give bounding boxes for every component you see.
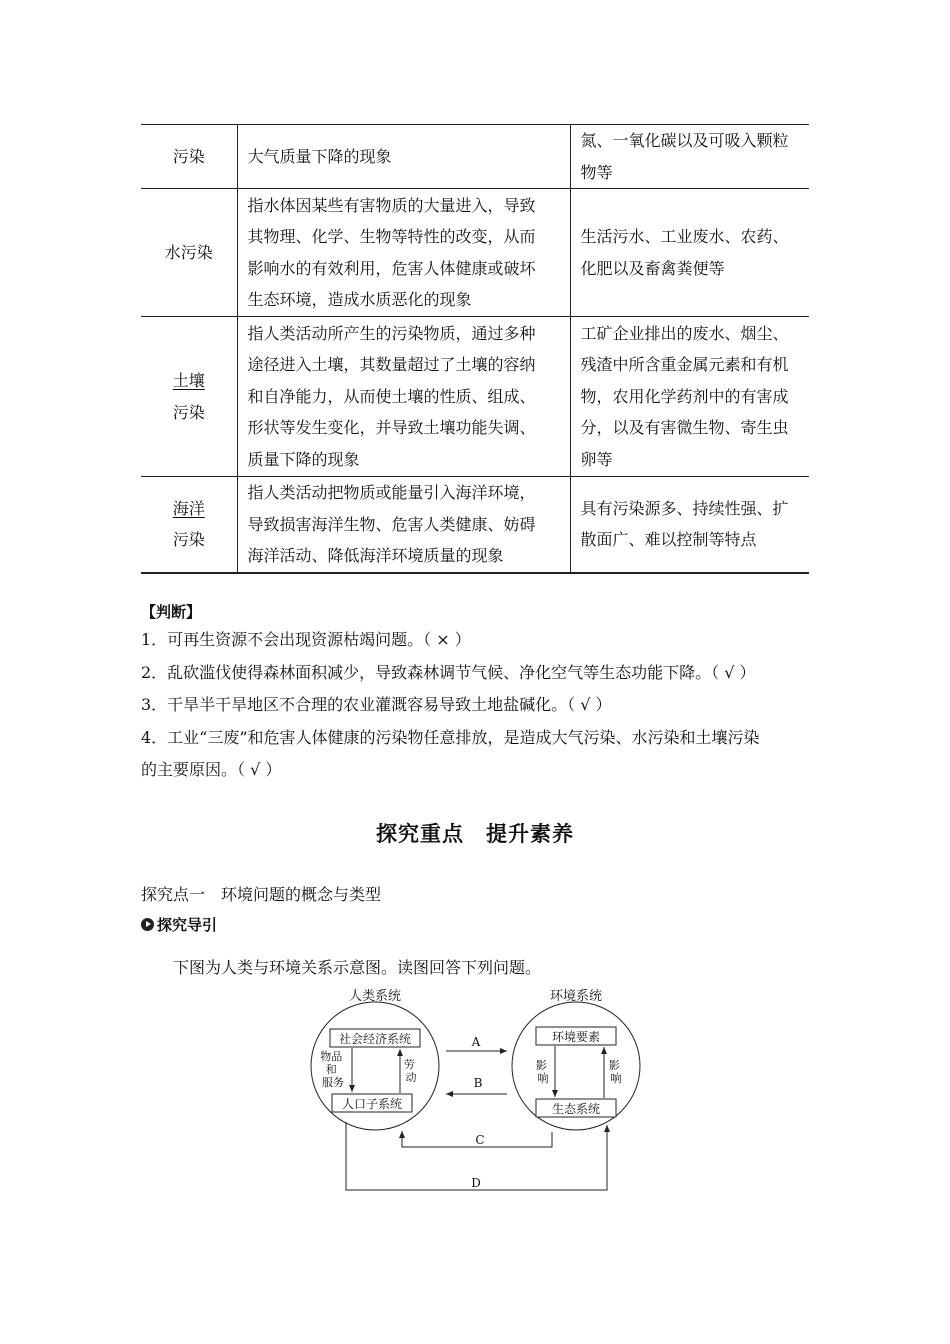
pollution-type-cell	[141, 125, 237, 189]
definition-cell-line: 导致损害海洋生物、危害人类健康、妨碍	[247, 514, 536, 534]
pollution-type-cell	[141, 317, 237, 477]
sources-cell-line: 具有污染源多、持续性强、扩	[580, 498, 789, 518]
goods-label: 物品 和 服务	[320, 1050, 344, 1089]
pollution-type-cell	[141, 189, 237, 317]
definition-cell-line: 大气质量下降的现象	[247, 146, 392, 166]
env-system-label: 环境系统	[549, 989, 603, 1004]
human-environment-diagram	[300, 982, 660, 1196]
definition-cell-line: 和自净能力，从而使土壤的性质、组成、	[247, 386, 536, 406]
sources-cell	[570, 189, 809, 317]
definition-cell-line: 生态环境，造成水质恶化的现象	[247, 290, 472, 309]
definition-cell-line: 途径进入土壤，其数量超过了土壤的容纳	[247, 355, 536, 375]
section-title: 探究重点 提升素养	[376, 822, 574, 846]
definition-cell-line: 指人类活动把物质或能量引入海洋环境，	[247, 483, 536, 502]
sources-cell-line: 物等	[580, 162, 613, 182]
point-title: 探究点一 环境问题的概念与类型	[141, 885, 382, 904]
definition-cell-line: 其物理、化学、生物等特性的改变，从而	[247, 227, 536, 246]
socio-econ-label: 社会经济系统	[338, 1032, 412, 1046]
definition-cell-line: 质量下降的现象	[247, 449, 360, 469]
judge-item: 2．乱砍滥伐使得森林面积减少，导致森林调节气候、净化空气等生态功能下降。（ √ ）	[141, 662, 756, 682]
definition-cell	[237, 125, 570, 189]
definition-cell	[237, 317, 570, 477]
pollution-type-cell-line: 海洋	[172, 498, 205, 518]
judge-item: 3．干旱半干旱地区不合理的农业灌溉容易导致土地盐碱化。（ √ ）	[141, 695, 612, 714]
definition-cell-line: 影响水的有效利用，危害人体健康或破坏	[247, 258, 536, 278]
table-row	[141, 317, 809, 477]
sources-cell-line: 残渣中所含重金属元素和有机	[580, 355, 789, 375]
table-row	[141, 477, 809, 573]
influence-right-label: 影 响	[608, 1059, 622, 1085]
human-system-label: 人类系统	[348, 989, 402, 1004]
definition-cell-line: 指人类活动所产生的污染物质，通过多种	[247, 323, 536, 343]
play-circle-icon	[141, 918, 154, 931]
table-row	[141, 189, 809, 317]
sources-cell	[570, 317, 809, 477]
judge-heading: 【判断】	[141, 603, 202, 621]
influence-left-label: 影 响	[535, 1059, 549, 1085]
population-label: 人口子系统	[341, 1097, 403, 1111]
table-row	[141, 125, 809, 189]
judge-item: 4．工业“三废”和危害人体健康的污染物任意排放，是造成大气污染、水污染和土壤污染	[141, 727, 760, 747]
judge-item: 1．可再生资源不会出现资源枯竭问题。（ × ）	[141, 630, 471, 649]
sources-cell-line: 化肥以及畜禽粪便等	[580, 258, 725, 278]
eco-system-label: 生态系统	[551, 1102, 601, 1116]
sources-cell-line: 物，农用化学药剂中的有害成	[580, 386, 789, 406]
definition-cell-line: 指水体因某些有害物质的大量进入，导致	[247, 195, 536, 215]
pollution-type-cell-line: 污染	[172, 146, 205, 166]
sources-cell	[570, 477, 809, 573]
intro-text: 下图为人类与环境关系示意图。读图回答下列问题。	[173, 958, 542, 977]
pollution-type-cell-line: 污染	[172, 402, 205, 422]
sources-cell-line: 散面广、难以控制等特点	[580, 530, 757, 550]
arrow-c-label: C	[475, 1133, 485, 1147]
sources-cell	[570, 125, 809, 189]
sources-cell-line: 工矿企业排出的废水、烟尘、	[580, 323, 789, 343]
arrow-a-label: A	[471, 1035, 481, 1049]
definition-cell-line: 形状等发生变化，并导致土壤功能失调、	[247, 418, 536, 438]
pollution-type-cell-line: 水污染	[164, 242, 213, 262]
sources-cell-line: 生活污水、工业废水、农药、	[580, 227, 789, 246]
sources-cell-line: 卵等	[580, 449, 613, 469]
definition-cell-line: 海洋活动、降低海洋环境质量的现象	[247, 546, 504, 565]
pollution-type-cell-line: 土壤	[172, 371, 205, 390]
arrow-d-label: D	[471, 1176, 481, 1190]
guide-heading	[141, 914, 217, 935]
labor-label: 劳 动	[403, 1058, 417, 1084]
sources-cell-line: 氮、一氧化碳以及可吸入颗粒	[580, 131, 789, 150]
pollution-table	[141, 124, 809, 574]
guide-label: 探究导引	[157, 916, 218, 934]
definition-cell	[237, 189, 570, 317]
definition-cell	[237, 477, 570, 573]
pollution-type-cell	[141, 477, 237, 573]
sources-cell-line: 分，以及有害微生物、寄生虫	[580, 418, 789, 438]
judge-section	[141, 600, 821, 787]
pollution-type-cell-line: 污染	[172, 530, 205, 550]
arrow-b-label: B	[473, 1076, 483, 1090]
env-elements-label: 环境要素	[551, 1030, 601, 1044]
judge-item: 的主要原因。（ √ ）	[141, 760, 282, 779]
